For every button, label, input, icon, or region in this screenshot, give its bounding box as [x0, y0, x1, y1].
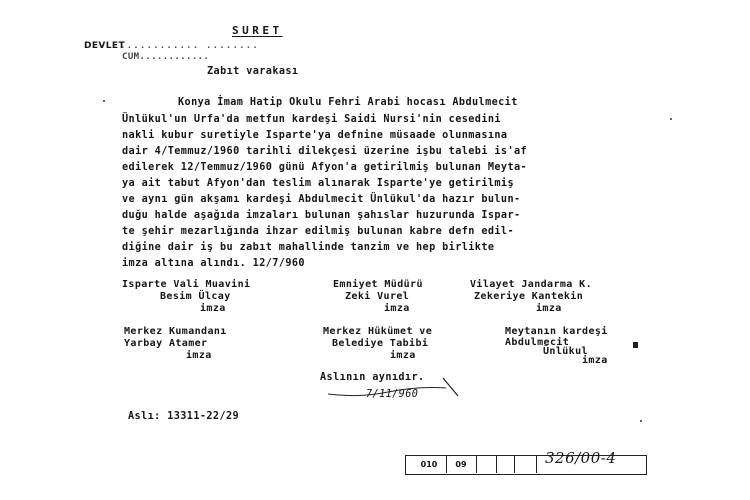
speck	[103, 100, 105, 102]
certification-date: 7/11/960	[366, 389, 419, 400]
archive-box-cell	[514, 455, 537, 473]
body-line: Konya İmam Hatip Okulu Fehri Arabi hocası Abdulmecit	[178, 97, 518, 108]
body-line: ve aynı gün akşamı kardeşi Abdulmecit Ünlükul'da hazır bulun-	[122, 194, 521, 205]
body-line: diğine dair iş bu zabıt mahallinde tanzim ve hep birlikte	[122, 242, 495, 253]
signature-scribble-icon	[318, 366, 468, 406]
archive-box-cell	[476, 455, 497, 473]
signature-mark: imza	[200, 303, 226, 314]
speck	[640, 420, 642, 422]
body-line: ya ait tabut Afyon'dan teslim alınarak Isparte'ye getirilmiş	[122, 178, 515, 189]
signature-name: Zeki Vurel	[345, 291, 410, 302]
signature-name: Belediye Tabibi	[332, 338, 429, 349]
archive-box-cell	[496, 455, 515, 473]
signature-title: Emniyet Müdürü	[333, 279, 423, 290]
signature-title: Vilayet Jandarma K.	[470, 279, 592, 290]
signature-title: Merkez Hükümet ve	[323, 326, 433, 337]
body-line: duğu halde aşağıda imzaları bulunan şahıslar huzurunda Ispar-	[122, 210, 521, 221]
signature-title: Isparte Vali Muavini	[122, 279, 251, 290]
speck	[670, 118, 672, 120]
body-line: edilerek 12/Temmuz/1960 günü Afyon'a getirilmiş bulunan Meyta-	[122, 162, 528, 173]
signature-mark: imza	[582, 355, 608, 366]
body-line: nakli kubur suretiyle Isparte'ya defnine müsaade olunmasına	[122, 130, 508, 141]
header-line-2: CUM............	[122, 52, 210, 62]
signature-name: Yarbay Atamer	[124, 338, 208, 349]
header-line-1-rest: ............ ........	[120, 41, 259, 51]
signature-name: Zekeriye Kantekin	[474, 291, 584, 302]
archive-box-cell: 09	[446, 455, 477, 473]
signature-mark: imza	[536, 303, 562, 314]
handwritten-archive-number: 326/00-4	[545, 449, 617, 467]
signature-name: Besim Ülcay	[160, 291, 231, 302]
signature-mark: imza	[186, 350, 212, 361]
signature-name: Abdulmecit	[505, 337, 570, 348]
body-line: te şehir mezarlığında ihzar edilmiş bulunan kabre defn edil-	[122, 226, 515, 237]
signature-title: Merkez Kumandanı	[124, 326, 227, 337]
header-line-1: DEVLET	[84, 41, 126, 51]
body-line: Ünlükul'un Urfa'da metfun kardeşi Saidi Nursi'nin cesedini	[122, 114, 501, 125]
body-line: dair 4/Temmuz/1960 tarihli dilekçesi üzerine işbu talebi is'af	[122, 146, 528, 157]
document-subject: Zabıt varakası	[207, 66, 299, 77]
signature-title: Meytanın kardeşi	[505, 326, 608, 337]
document-title: SURET	[232, 24, 283, 37]
signature-name: Ünlükul	[543, 346, 588, 357]
signature-mark: imza	[384, 303, 410, 314]
archive-reference: Aslı: 13311-22/29	[128, 411, 240, 422]
body-line: imza altına alındı. 12/7/960	[122, 258, 305, 269]
certification-text: Aslının aynıdır.	[320, 372, 425, 383]
ink-mark	[633, 342, 638, 348]
signature-mark: imza	[390, 350, 416, 361]
archive-box-cell: 010	[412, 455, 447, 473]
